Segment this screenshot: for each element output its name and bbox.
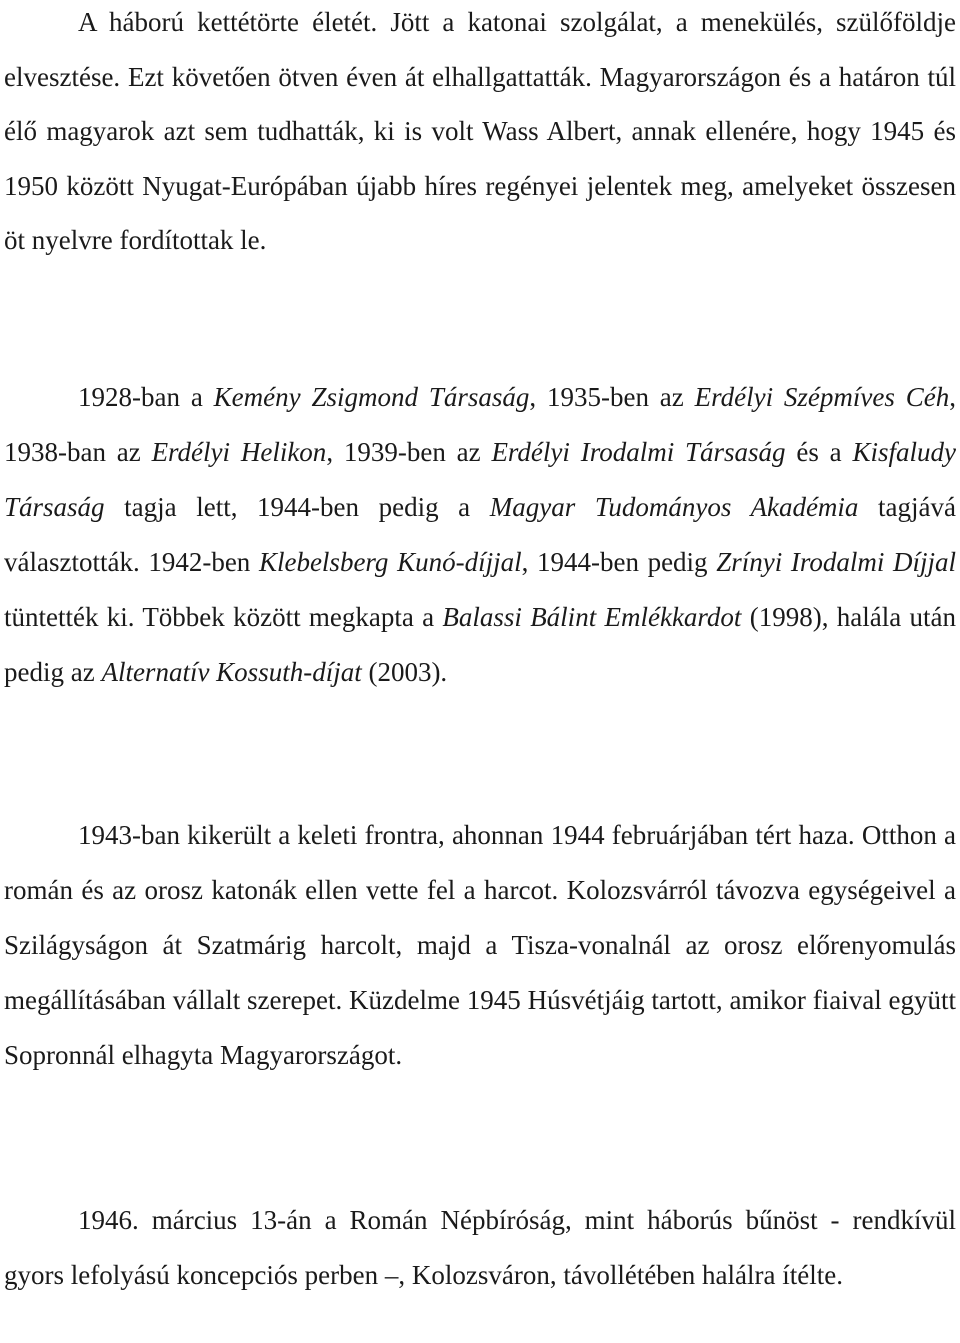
text-segment: , 1935-ben az <box>529 382 695 412</box>
text-segment: 1946. március 13-án a Román Népbíróság, mint háborús bűnöst - rendkívül gyors lefolyású koncepciós perben –, Kolozsváron, távollétében halálra ítélte. <box>4 1205 956 1290</box>
award-name: Balassi Bálint Emlékkardot <box>442 602 742 632</box>
academy-name: Magyar Tudományos Akadémia <box>489 492 859 522</box>
paragraph-eastern-front <box>4 808 956 1083</box>
society-name: Erdélyi Szépmíves Céh <box>694 382 950 412</box>
society-name: Kemény Zsigmond Társaság <box>213 382 530 412</box>
society-name: Erdélyi Irodalmi Társaság <box>491 437 786 467</box>
text-segment: tüntették ki. Többek között megkapta a <box>4 602 443 632</box>
text-segment: (1998), halála után pedig az <box>4 602 956 687</box>
award-name: Alternatív Kossuth-díjat <box>101 657 362 687</box>
text-segment: , 1939-ben az <box>326 437 492 467</box>
text-segment: tagjává választották. 1942-ben <box>4 492 956 577</box>
society-name: Erdélyi Helikon <box>151 437 327 467</box>
text-segment: , 1944-ben pedig <box>521 547 717 577</box>
text-segment: 1943-ban kikerült a keleti frontra, ahonnan 1944 februárjában tért haza. Otthon a román és az orosz katonák ellen vette fel a harcot. Kolozsvárról távozva egységeivel a Szilágyságon át Szatmárig harcolt, majd a Tisza-vonalnál az orosz előrenyomulás megállításában vállalt szerepet. Küzdelme 1945 Húsvétjáig tartott, amikor fiaival együtt Sopronnál elhagyta Magyarországot. <box>4 820 956 1070</box>
document-page <box>4 0 956 1343</box>
paragraph-war-and-exile <box>4 0 956 268</box>
text-segment: A háború kettétörte életét. Jött a katonai szolgálat, a menekülés, szülőföldje elvesztése. Ezt követően ötven éven át elhallgattatták. Magyarországon és a határon túl élő magyarok azt sem tudhatták, ki is volt Wass Albert, annak ellenére, hogy 1945 és 1950 között Nyugat-Európában újabb híres regényei jelentek meg, amelyeket összesen öt nyelvre fordítottak le. <box>4 7 956 255</box>
text-segment: (2003). <box>361 657 448 687</box>
text-segment: és a <box>785 437 853 467</box>
text-segment: tagja lett, 1944-ben pedig a <box>104 492 490 522</box>
paragraph-memberships-and-awards <box>4 370 956 700</box>
award-name: Klebelsberg Kunó-díjjal <box>258 547 522 577</box>
award-name: Zrínyi Irodalmi Díjjal <box>716 547 956 577</box>
text-segment: 1928-ban a <box>78 382 214 412</box>
society-name: Kisfaludy Társaság <box>4 437 956 522</box>
paragraph-death-sentence <box>4 1193 956 1303</box>
text-segment: , 1938-ban az <box>4 382 956 467</box>
